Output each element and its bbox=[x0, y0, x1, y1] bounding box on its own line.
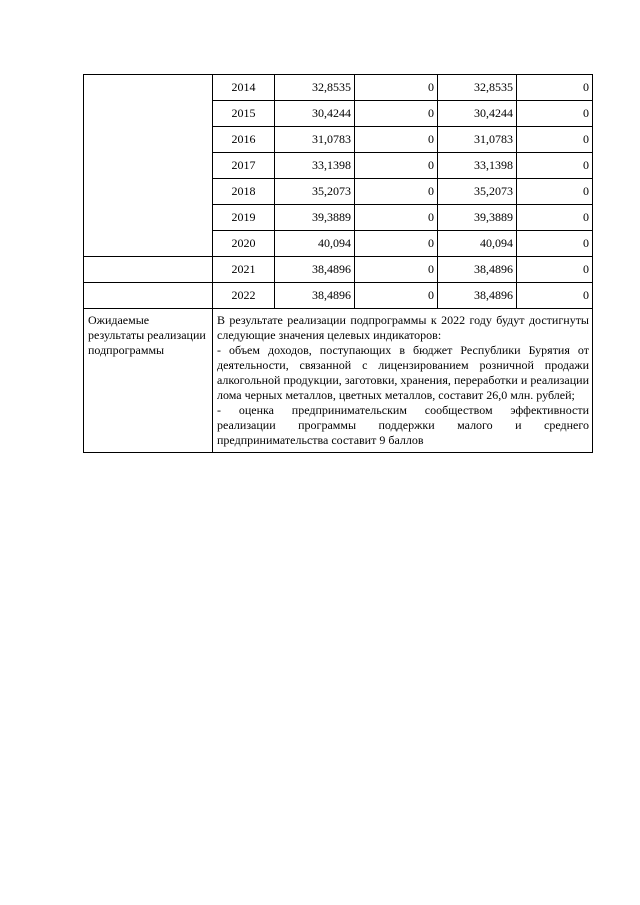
empty-label-cell bbox=[84, 75, 213, 257]
value-cell: 0 bbox=[355, 179, 438, 205]
value-cell: 35,2073 bbox=[438, 179, 517, 205]
value-cell: 39,3889 bbox=[438, 205, 517, 231]
value-cell: 0 bbox=[517, 153, 593, 179]
total-cell: 31,0783 bbox=[275, 127, 355, 153]
value-cell: 40,094 bbox=[438, 231, 517, 257]
year-cell: 2016 bbox=[213, 127, 275, 153]
results-item-revenue: - объем доходов, поступающих в бюджет Республики Бурятия от деятельности, связанной с лицензированием розничной продажи алкогольной продукции, заготовки, хранения, переработки и реализации лома черных металлов, цветных металлов, составит 26,0 млн. рублей; bbox=[217, 343, 589, 402]
year-cell: 2014 bbox=[213, 75, 275, 101]
total-cell: 38,4896 bbox=[275, 257, 355, 283]
year-cell: 2018 bbox=[213, 179, 275, 205]
value-cell: 0 bbox=[355, 205, 438, 231]
value-cell: 32,8535 bbox=[438, 75, 517, 101]
value-cell: 0 bbox=[517, 205, 593, 231]
year-cell: 2015 bbox=[213, 101, 275, 127]
total-cell: 40,094 bbox=[275, 231, 355, 257]
total-cell: 32,8535 bbox=[275, 75, 355, 101]
table-row-2014 bbox=[84, 75, 593, 101]
expected-results-text bbox=[213, 309, 593, 453]
total-cell: 30,4244 bbox=[275, 101, 355, 127]
value-cell: 0 bbox=[355, 153, 438, 179]
total-cell: 35,2073 bbox=[275, 179, 355, 205]
value-cell: 0 bbox=[355, 231, 438, 257]
year-cell: 2019 bbox=[213, 205, 275, 231]
year-cell: 2022 bbox=[213, 283, 275, 309]
year-cell: 2021 bbox=[213, 257, 275, 283]
year-cell: 2020 bbox=[213, 231, 275, 257]
financing-table bbox=[83, 74, 593, 453]
expected-results-row bbox=[84, 309, 593, 453]
table-row-2022 bbox=[84, 283, 593, 309]
expected-results-label: Ожидаемые результаты реализации подпрограммы bbox=[84, 309, 213, 453]
value-cell: 0 bbox=[355, 257, 438, 283]
value-cell: 0 bbox=[517, 179, 593, 205]
value-cell: 0 bbox=[355, 127, 438, 153]
value-cell: 33,1398 bbox=[438, 153, 517, 179]
total-cell: 33,1398 bbox=[275, 153, 355, 179]
value-cell: 0 bbox=[517, 257, 593, 283]
total-cell: 39,3889 bbox=[275, 205, 355, 231]
empty-label-cell bbox=[84, 283, 213, 309]
value-cell: 0 bbox=[517, 75, 593, 101]
value-cell: 38,4896 bbox=[438, 283, 517, 309]
table-row-2021 bbox=[84, 257, 593, 283]
empty-label-cell bbox=[84, 257, 213, 283]
value-cell: 0 bbox=[517, 127, 593, 153]
value-cell: 0 bbox=[355, 283, 438, 309]
results-intro: В результате реализации подпрограммы к 2022 году будут достигнуты следующие значения целевых индикаторов: bbox=[217, 313, 589, 342]
value-cell: 0 bbox=[517, 231, 593, 257]
results-item-assessment: - оценка предпринимательским сообществом эффективности реализации программы поддержки малого и среднего предпринимательства составит 9 баллов bbox=[217, 403, 589, 447]
value-cell: 0 bbox=[517, 101, 593, 127]
value-cell: 0 bbox=[355, 101, 438, 127]
value-cell: 30,4244 bbox=[438, 101, 517, 127]
value-cell: 38,4896 bbox=[438, 257, 517, 283]
value-cell: 0 bbox=[355, 75, 438, 101]
value-cell: 31,0783 bbox=[438, 127, 517, 153]
value-cell: 0 bbox=[517, 283, 593, 309]
year-cell: 2017 bbox=[213, 153, 275, 179]
total-cell: 38,4896 bbox=[275, 283, 355, 309]
